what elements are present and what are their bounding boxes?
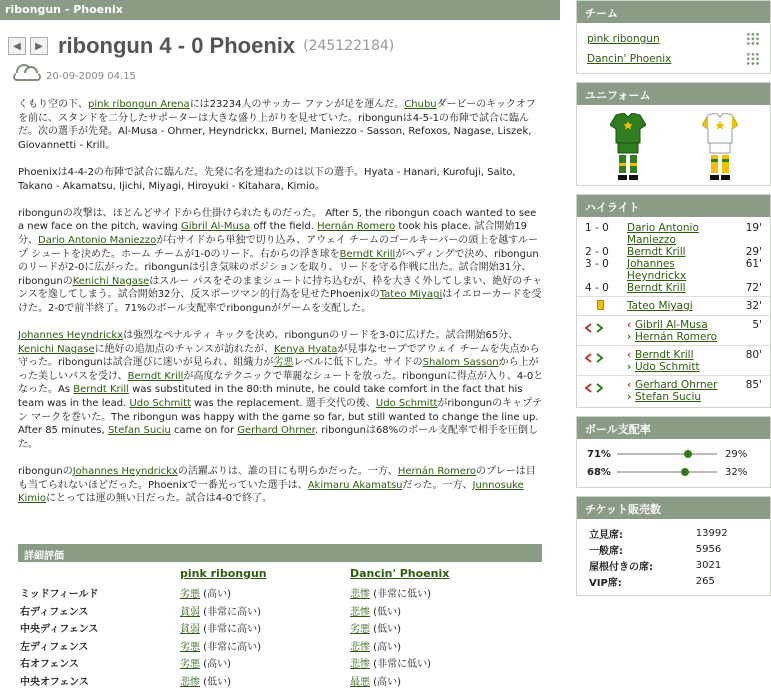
rating-label: 左ディフェンス — [20, 641, 89, 653]
away-team-link[interactable]: Dancin' Phoenix — [350, 566, 450, 580]
home-rating — [178, 619, 348, 637]
home-team-link[interactable]: pink ribongun — [587, 33, 660, 45]
highlight-minute: 5' — [752, 319, 762, 331]
substitution-icon — [585, 383, 603, 396]
next-match-button[interactable] — [30, 37, 48, 55]
report-text: が高度なテクニックで華麗なシュートを放った。ribongunに得点が入り、4-0となった。As — [18, 370, 544, 396]
sub-out-icon: ‹ — [627, 379, 635, 391]
possession-marker — [684, 450, 692, 458]
player-link[interactable]: Shalom Sasson — [422, 357, 499, 369]
highlight-player-line — [627, 319, 736, 331]
match-date: 20-09-2009 04.15 — [46, 71, 136, 82]
tickets-box — [576, 496, 771, 596]
highlight-score — [585, 319, 627, 343]
player-link[interactable]: Berndt Krill — [627, 246, 686, 258]
rating-sublevel: (非常に低い) — [370, 659, 431, 671]
report-paragraph — [18, 465, 544, 506]
report-paragraph — [18, 329, 544, 451]
rating-value-link[interactable]: 悲惨 — [350, 641, 370, 653]
report-text: がヘディングで決め、ribongunのリードが2-0に広がった。ribongunは引き気味のポジションを取り、リードを守る作戦に出た。試合開始31分、ribongunの — [18, 248, 539, 287]
rating-row — [18, 637, 542, 655]
detailed-ratings — [18, 544, 542, 689]
player-link[interactable]: Udo Schmitt — [375, 398, 438, 410]
report-text: ダービーのキックオフを前に、スタンドを二分したサポーターは大きな盛り上がりを見せていた。ribongunは4-5-1の布陣で試合に臨んだ。次の選手が先発。Al-Musa - Ohrner, Heyndrickx, Burnel, Maniezzo - Sasson, Refoxos, Nagase, Liszek, Giovannetti - Krill。 — [18, 99, 536, 151]
report-paragraph — [18, 166, 544, 193]
highlights-title: ハイライト — [577, 195, 770, 217]
player-link[interactable]: Gerhard Ohrner — [237, 425, 315, 437]
player-link[interactable]: Tateo Miyagi — [627, 300, 693, 312]
rating-value-link[interactable]: 貧弱 — [180, 624, 200, 636]
sub-out-icon: ‹ — [627, 319, 635, 331]
highlight-score — [585, 379, 627, 403]
player-link[interactable]: Johannes Heyndrickx — [18, 330, 124, 342]
ratings-table — [18, 562, 542, 689]
possession-home: 71% — [587, 448, 611, 460]
possession-track — [617, 453, 717, 455]
rating-row — [18, 602, 542, 620]
rating-sublevel: (低い) — [370, 606, 401, 618]
highlight-score: 1 - 0 — [585, 222, 609, 234]
rating-value-link[interactable]: 劣悪 — [350, 624, 370, 636]
match-report — [18, 98, 544, 519]
ticket-row — [589, 573, 749, 589]
match-id: (245122184) — [303, 38, 395, 54]
rating-row — [18, 619, 542, 637]
rating-value-link[interactable]: 劣悪 — [180, 641, 200, 653]
player-link[interactable]: Hernán Romero — [397, 466, 476, 478]
sub-in-icon: › — [627, 361, 635, 373]
rating-sublevel: (低い) — [370, 624, 401, 636]
teams-box — [576, 0, 771, 74]
highlight-minute: 19' — [745, 222, 762, 234]
highlight-event — [577, 345, 770, 373]
report-text: には23234人のサッカー ファンが足を運んだ。 — [189, 99, 405, 110]
report-text: ribongunの攻撃は、ほとんどサイドから仕掛けられたものだった。 After 5, the ribongun coach wanted to see a new face on the pitch, waving — [18, 207, 537, 233]
rating-value-link[interactable]: 悲惨 — [180, 676, 200, 688]
home-kit-icon — [610, 113, 646, 183]
player-link[interactable]: Berndt Krill — [627, 282, 686, 294]
player-link[interactable]: Udo Schmitt — [634, 361, 700, 373]
possession-list — [577, 439, 770, 487]
player-link[interactable]: Gibril Al-Musa — [180, 221, 251, 233]
report-text: が右サイドから単独で切り込み、アウェイ チームのゴールキーパーの頭上を越すループ シュートを決めた。ホーム チームが1-0のリード。右からの浮き球を — [18, 234, 538, 260]
report-text: was substituted in the 80:th minute, he could take comfort in the fact that his team was in the lead. — [18, 384, 523, 410]
highlight-player-line — [627, 282, 736, 294]
cloudy-icon — [10, 60, 44, 84]
rating-label: 右オフェンス — [20, 659, 79, 671]
sub-in-icon: › — [627, 331, 635, 343]
rating-label: ミッドフィールド — [20, 589, 99, 601]
tickets-title: チケット販売数 — [577, 497, 770, 519]
highlight-player-line — [627, 349, 736, 361]
rating-value-link[interactable]: 劣悪 — [180, 589, 200, 601]
ticket-value: 13992 — [695, 527, 728, 539]
ticket-value: 3021 — [695, 559, 722, 571]
tickets-table — [589, 525, 749, 589]
possession-bar — [617, 450, 717, 458]
highlight-event — [577, 258, 770, 282]
player-link[interactable]: Udo Schmitt — [129, 398, 191, 410]
ticket-label: VIP席: — [589, 577, 622, 589]
player-link[interactable]: Chubu — [404, 99, 437, 110]
report-text: は強烈なペナルティ キックを決め、ribongunのリードを3-0に広げた。試合開始65分、 — [123, 330, 519, 342]
highlight-players — [627, 222, 736, 246]
highlight-event — [577, 282, 770, 294]
home-rating — [178, 654, 348, 672]
report-text: だった。一方、 — [402, 479, 473, 491]
report-text: の活躍ぶりは、誰の目にも明らかだった。一方、 — [177, 466, 398, 478]
sub-out-icon: ‹ — [627, 349, 635, 361]
possession-away: 29% — [725, 448, 748, 460]
uniforms-title: ユニフォーム — [577, 83, 770, 105]
rating-sublevel: (高い) — [200, 589, 231, 601]
rating-sublevel: (非常に高い) — [200, 606, 261, 618]
away-rating — [348, 584, 542, 602]
report-text: はイエローカードを受けた。2-0で前半終了。71%のボール支配率でribongunがゲームを支配した。 — [18, 289, 542, 314]
rating-label: 中央ディフェンス — [20, 624, 99, 636]
highlight-player-line — [627, 331, 736, 343]
player-link[interactable]: 劣悪 — [273, 357, 294, 369]
arrow-left-icon: ◀ — [13, 40, 21, 52]
report-text: が見事なセーブでアウェイ チームを失点から守った。ribongunは試合運びに迷いが見られ、組織力が — [18, 343, 540, 369]
player-link[interactable]: Johannes Heyndrickx — [627, 258, 687, 282]
report-text: はスルー パスをそのままシュートに持ち込むが、枠を大きく外してしまい、絶好のチャンスを逸してしまう。試合開始32分、反スポーツマン的行為を見せたPhoenixの — [18, 275, 542, 301]
highlight-players — [627, 258, 736, 282]
player-link[interactable]: Stefan Suciu — [634, 391, 702, 403]
highlights-list — [577, 217, 770, 407]
possession-home: 68% — [587, 466, 611, 478]
rating-sublevel: (高い) — [370, 641, 401, 653]
rating-sublevel: (高い) — [370, 676, 401, 688]
report-paragraph — [18, 98, 544, 152]
highlight-minute: 85' — [745, 379, 762, 391]
rating-value-link[interactable]: 最悪 — [350, 676, 370, 688]
highlight-minute: 72' — [745, 282, 762, 294]
away-rating — [348, 602, 542, 620]
highlight-score: 3 - 0 — [585, 258, 609, 270]
away-kit-icon — [702, 113, 738, 183]
report-text: was the replacement. 選手交代の後、 — [190, 398, 376, 410]
highlight-score: 4 - 0 — [585, 282, 609, 294]
report-text: off the field. — [250, 221, 318, 233]
substitution-icon — [585, 323, 603, 336]
sub-in-icon: › — [627, 391, 635, 403]
highlight-minute: 80' — [745, 349, 762, 361]
player-link[interactable]: Dario Antonio Maniezzo — [627, 222, 699, 246]
lineup-dots-icon[interactable] — [746, 32, 760, 46]
highlight-player-line — [627, 246, 736, 258]
rating-sublevel: (低い) — [200, 676, 231, 688]
home-rating — [178, 637, 348, 655]
away-rating — [348, 654, 542, 672]
possession-away: 32% — [725, 466, 748, 478]
report-text: くもり空の下、 — [18, 99, 88, 110]
rating-value-link[interactable]: 悲惨 — [350, 606, 370, 618]
rating-row — [18, 672, 542, 690]
ticket-row — [589, 557, 749, 573]
ticket-label: 屋根付きの席: — [589, 561, 653, 573]
highlight-players — [627, 300, 736, 313]
highlight-player-line — [627, 361, 736, 373]
highlight-players — [627, 246, 736, 258]
away-rating — [348, 637, 542, 655]
highlight-players — [627, 282, 736, 294]
rating-value-link[interactable]: 劣悪 — [180, 659, 200, 671]
header-title: ribongun - Phoenix — [5, 3, 123, 16]
kits — [577, 105, 770, 185]
player-link[interactable]: Hernán Romero — [317, 221, 396, 233]
rating-value-link[interactable]: 悲惨 — [350, 589, 370, 601]
rating-value-link[interactable]: 悲惨 — [350, 659, 370, 671]
highlight-minute: 61' — [745, 258, 762, 270]
ticket-row — [589, 541, 749, 557]
highlight-player-line — [627, 222, 736, 246]
ticket-row — [589, 525, 749, 541]
report-text: . ribongunは68%のボール支配率で相手を圧倒した。 — [18, 425, 538, 450]
report-text: took his place. 試合開始19分、 — [18, 221, 528, 246]
player-link[interactable]: Kenichi Nagase — [18, 343, 95, 355]
ticket-label: 立見席: — [589, 529, 623, 541]
team-row-away — [577, 49, 770, 69]
rating-label: 右ディフェンス — [20, 606, 89, 618]
highlight-event — [577, 315, 770, 343]
highlight-player-line — [627, 258, 736, 282]
report-text: から上がった美しいパスを受け、 — [18, 357, 539, 382]
player-link[interactable]: Dario Antonio Maniezzo — [38, 234, 157, 246]
report-text: came on for — [170, 425, 238, 437]
highlight-player-line — [627, 300, 736, 312]
possession-bar — [617, 468, 717, 476]
rating-value-link[interactable]: 貧弱 — [180, 606, 200, 618]
player-link[interactable]: Hernán Romero — [634, 331, 718, 343]
highlight-players — [627, 319, 736, 343]
home-rating — [178, 584, 348, 602]
player-link[interactable]: Berndt Krill — [634, 349, 694, 361]
ticket-value: 265 — [695, 575, 715, 587]
player-link[interactable]: Berndt Krill — [127, 370, 184, 382]
highlight-score — [585, 300, 627, 313]
player-link[interactable]: Berndt Krill — [339, 248, 396, 260]
possession-title: ボール支配率 — [577, 417, 770, 439]
report-text: Phoenixは4-4-2の布陣で試合に臨んだ。先発に名を連ねたのは以下の選手。Hyata - Hanari, Kurofuji, Saito, Takano - Akamatsu, Ijichi, Miyagi, Hiroyuki - Kitahara, Kimio。 — [18, 166, 516, 192]
highlight-player-line — [627, 379, 736, 391]
away-rating — [348, 619, 542, 637]
report-text: がribongunのキャプテン マークを巻いた。The ribongun was happy with the game so far, but still wanted to change the line up. After 85 minutes, — [18, 398, 543, 437]
lineup-dots-icon[interactable] — [746, 52, 760, 66]
highlight-event — [577, 222, 770, 246]
home-rating — [178, 672, 348, 690]
highlight-players — [627, 379, 736, 403]
yellow-card-icon — [597, 300, 604, 310]
highlight-score: 2 - 0 — [585, 246, 609, 258]
uniforms-box — [576, 82, 771, 186]
player-link[interactable]: pink ribongun Arena — [88, 99, 190, 110]
header-bar — [0, 0, 560, 20]
player-link[interactable]: Kenya Hyata — [273, 343, 338, 355]
rating-sublevel: (非常に高い) — [200, 641, 261, 653]
arrow-right-icon: ▶ — [35, 40, 43, 52]
substitution-icon — [585, 353, 603, 366]
possession-row — [587, 463, 760, 481]
possession-row — [587, 445, 760, 463]
highlight-event — [577, 246, 770, 258]
player-link[interactable]: Gibril Al-Musa — [634, 319, 708, 331]
possession-marker — [681, 468, 689, 476]
player-link[interactable]: Tateo Miyagi — [379, 289, 443, 301]
report-text: レベルに低下した。サイドの — [293, 357, 423, 369]
teams-title: チーム — [577, 1, 770, 23]
rating-sublevel: (高い) — [200, 659, 231, 671]
rating-row — [18, 654, 542, 672]
sidebar — [576, 0, 771, 604]
highlight-players — [627, 349, 736, 373]
rating-sublevel: (非常に高い) — [200, 624, 261, 636]
player-link[interactable]: Berndt Krill — [73, 384, 129, 396]
possession-track — [617, 471, 717, 473]
possession-box — [576, 416, 771, 488]
player-link[interactable]: Gerhard Ohrner — [634, 379, 718, 391]
away-team-link[interactable]: Dancin' Phoenix — [587, 53, 672, 65]
report-paragraph — [18, 207, 544, 316]
highlight-score — [585, 349, 627, 373]
highlights-box — [576, 194, 771, 408]
highlight-event — [577, 375, 770, 403]
title-row — [8, 32, 394, 60]
rating-sublevel: (非常に低い) — [370, 589, 431, 601]
previous-match-button[interactable] — [8, 37, 26, 55]
ticket-value: 5956 — [695, 543, 722, 555]
report-text: に絶好の追加点のチャンスが訪れたが、 — [94, 343, 274, 355]
rating-label: 中央オフェンス — [20, 676, 89, 688]
match-title: ribongun 4 - 0 Phoenix — [58, 33, 296, 58]
highlight-minute: 29' — [745, 246, 762, 258]
team-row-home — [577, 29, 770, 49]
player-link[interactable]: Johannes Heyndrickx — [72, 466, 178, 478]
highlight-minute: 32' — [745, 300, 762, 312]
report-text: にとっては運の無い日だった。試合は4-0で終了。 — [45, 493, 273, 505]
highlight-player-line — [627, 391, 736, 403]
player-link[interactable]: Stefan Suciu — [107, 425, 171, 437]
ratings-title: 詳細評価 — [18, 544, 542, 562]
home-rating — [178, 602, 348, 620]
away-rating — [348, 672, 542, 690]
report-text: ribongunの — [18, 466, 73, 478]
player-link[interactable]: Akimaru Akamatsu — [307, 479, 403, 491]
home-team-link[interactable]: pink ribongun — [180, 566, 267, 580]
highlight-event — [577, 296, 770, 313]
report-text: のプレーは目も当てられないほどだった。Phoenixで一番光っていた選手は、 — [18, 466, 536, 491]
player-link[interactable]: Junnosuke Kimio — [18, 479, 524, 505]
rating-row — [18, 584, 542, 602]
ticket-label: 一般席: — [589, 545, 623, 557]
player-link[interactable]: Kenichi Nagase — [72, 275, 150, 287]
